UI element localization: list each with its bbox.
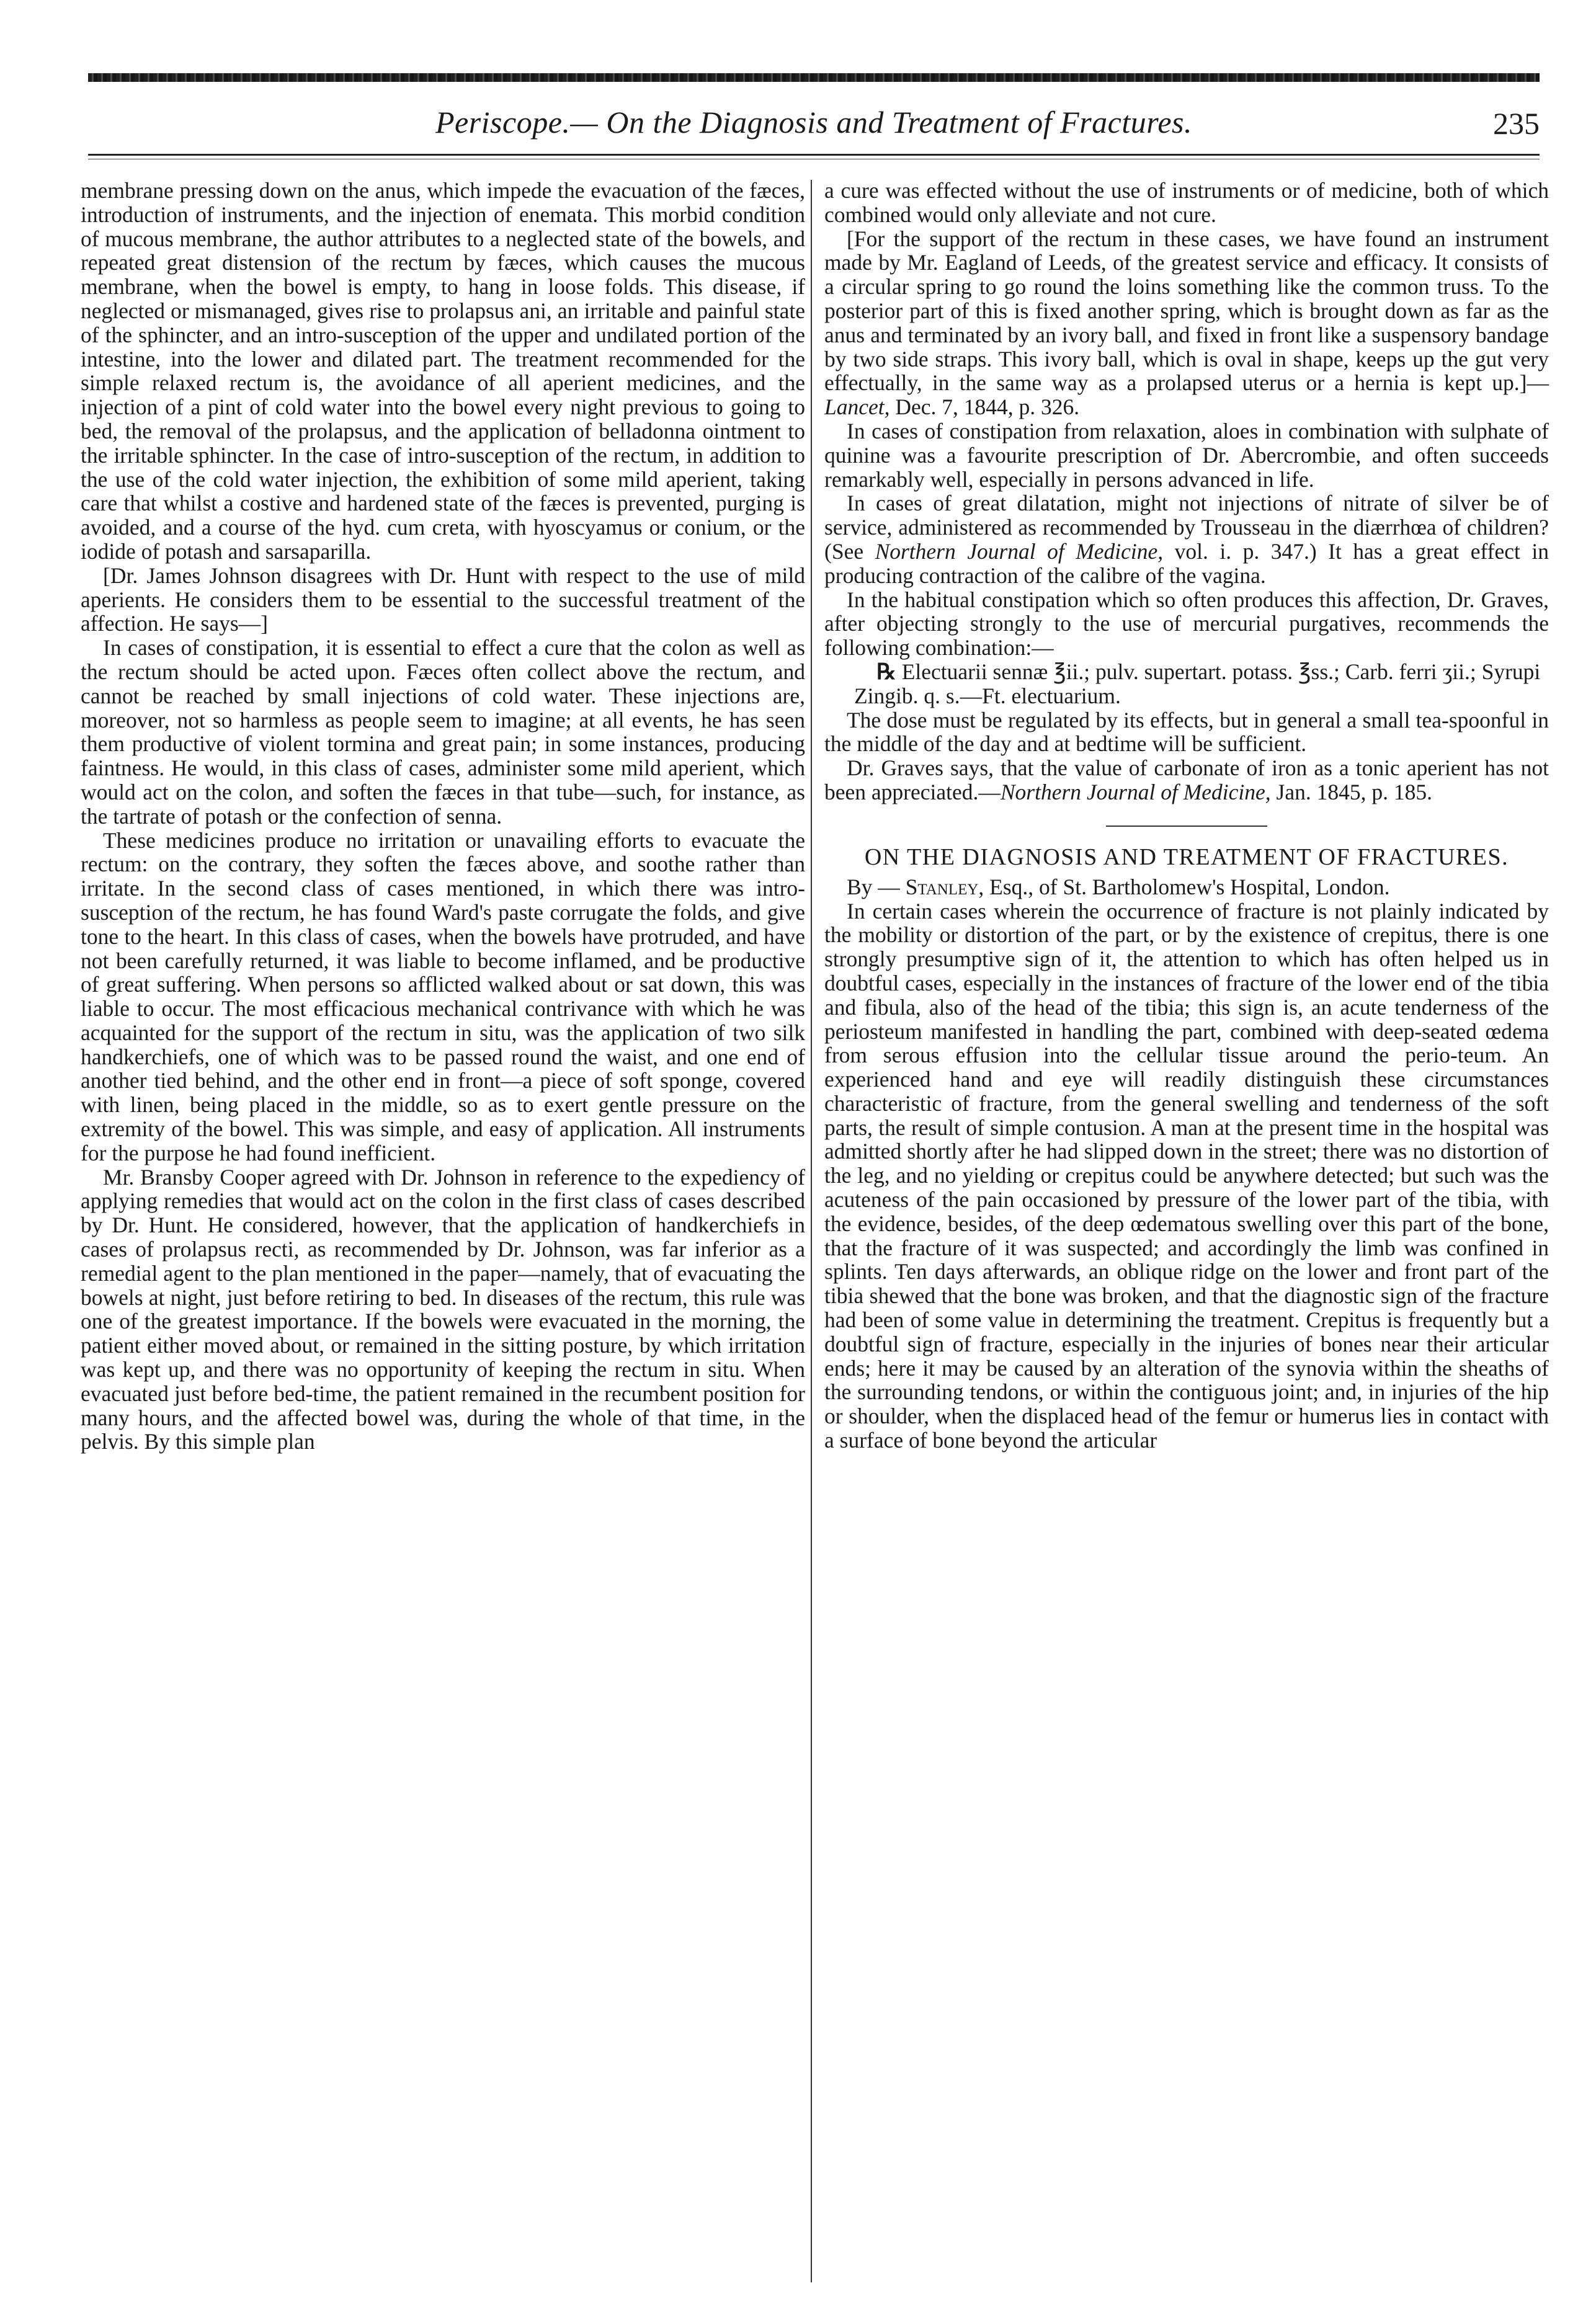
paragraph: In cases of constipation from relaxation, aloes in combination with sulphate of quinine was a favourite prescription of Dr. Abercrombie, and often succeeds remarkably well, especially in persons advanced in life. <box>824 418 1549 492</box>
header-rule <box>88 154 1540 156</box>
right-column <box>824 179 1549 1453</box>
paragraph-text: Dr. Graves says, that the value of carbonate of iron as a tonic aperient has not been appreciated.— <box>824 755 1549 804</box>
section-divider <box>1106 826 1267 827</box>
paragraph: The dose must be regulated by its effects, but in general a small tea-spoonful in the middle of the day and at bedtime will be sufficient. <box>824 707 1549 757</box>
source-citation: Northern Journal of Medicine, <box>875 538 1164 564</box>
byline-prefix: By — <box>847 874 906 899</box>
paragraph: In the habitual constipation which so often produces this affection, Dr. Graves, after objecting strongly to the use of mercurial purgatives, recommends the following combination:— <box>824 587 1549 661</box>
top-ornamental-rule <box>88 73 1540 82</box>
page-number: 235 <box>1493 106 1540 141</box>
paragraph-text: In cases of great dilatation, might not injections of nitrate of silver be of service, administered as recommended by Trousseau in the diærrhœa of children? (See <box>824 491 1549 564</box>
paragraph: membrane pressing down on the anus, which impede the evacuation of the fæces, introduction of instruments, and the injection of enemata. This morbid condition of mucous membrane, the author attributes to a neglected state of the bowels, and repeated great distension of the rectum by fæces, which causes the mucous membrane, when the bowel is empty, to hang in loose folds. This disease, if neglected or mismanaged, gives rise to prolapsus ani, an irritable and painful state of the sphincter, and an intro-susception of the upper and undilated portion of the intestine, into the lower and dilated part. The treatment recommended for the simple relaxed rectum is, the avoidance of all aperient medicines, and the injection of a pint of cold water into the bowel every night previous to going to bed, the removal of the prolapsus, and the application of belladonna ointment to the irritable sphincter. In the case of intro-susception of the rectum, in addition to the use of the cold water injection, the exhibition of some mild aperient, taking care that whilst a costive and hardened state of the fæces is prevented, purging is avoided, and a course of the hyd. cum creta, with hyoscyamus or conium, or the iodide of potash and sarsaparilla. <box>81 178 805 564</box>
paragraph <box>824 756 1549 804</box>
citation-details: Jan. 1845, p. 185. <box>1270 779 1432 804</box>
recipe-symbol-icon: ℞ <box>876 659 896 684</box>
paragraph <box>824 491 1549 587</box>
paragraph: In certain cases wherein the occurrence of fracture is not plainly indicated by the mobility or distortion of the part, or by the existence of crepitus, there is one strongly presumptive sign of it, the attention to which has often helped us in doubtful cases, especially in the instances of fracture of the lower end of the tibia and fibula, also of the head of the tibia; this sign is, an acute tenderness of the periosteum manifested in handling the part, combined with deep-seated œdema from serous effusion into the cellular tissue around the perio-teum. An experienced hand and eye will readily distinguish these circumstances characteristic of fracture, from the general swelling and tenderness of the soft parts, the result of simple contusion. A man at the present time in the hospital was admitted shortly after he had slipped down in the street; there was no distortion of the leg, and no yielding or crepitus could be anywhere detected; but such was the acuteness of the pain occasioned by pressure of the lower part of the tibia, with the evidence, besides, of the deep œdematous swelling over this part of the bone, that the fracture of it was suspected; and accordingly the limb was confined in splints. Ten days afterwards, an oblique ridge on the lower and front part of the tibia shewed that the bone was broken, and that the diagnostic sign of the fracture had been of some value in determining the treatment. Crepitus is frequently but a doubtful sign of fracture, especially in the injuries of bones near their articular ends; here it may be caused by an alteration of the synovia within the sheaths of the surrounding tendons, or within the contiguous joint; and, in injuries of the hip or shoulder, when the displaced head of the femur or humerus lies in contact with a surface of bone beyond the articular <box>824 898 1549 1453</box>
paragraph: In cases of constipation, it is essential to effect a cure that the colon as well as the rectum should be acted upon. Fæces often collect above the rectum, and cannot be reached by small injections of cold water. These injections are, moreover, not so harmless as people seem to imagine; at all events, he has seen them productive of violent tormina and great pain; in some instances, producing faintness. He would, in this class of cases, administer some mild aperient, which would act on the colon, and soften the fæces in that tube—such, for instance, as the tartrate of potash or the confection of senna. <box>81 635 805 829</box>
source-citation: Lancet, <box>824 394 890 420</box>
column-divider <box>811 180 812 2282</box>
formula-text: Electuarii sennæ ℥ii.; pulv. supertart. potass. ℥ss.; Carb. ferri ʒii.; Syrupi Zingib. q. s.—Ft. electuarium. <box>854 659 1541 708</box>
paragraph: These medicines produce no irritation or unavailing efforts to evacuate the rectum: on the contrary, they soften the fæces above, and soothe rather than irritate. In the second class of cases mentioned, in which there was intro-susception of the rectum, he has found Ward's paste corrugate the folds, and give tone to the heart. In this class of cases, when the bowels have protruded, and have not been carefully returned, it was liable to become inflamed, and be productive of great suffering. When persons so afflicted walked about or sat down, this was liable to occur. The most efficacious mechanical contrivance with which he was acquainted for the support of the rectum in situ, was the application of two silk handkerchiefs, one of which was to be passed round the waist, and one end of another tied behind, and the other end in front—a piece of soft sponge, covered with linen, being placed in the middle, so as to exert gentle pressure on the extremity of the bowel. This was simple, and easy of application. All instruments for the purpose he had found inefficient. <box>81 827 805 1165</box>
page-header <box>88 104 1540 149</box>
citation-details: Dec. 7, 1844, p. 326. <box>889 394 1080 420</box>
paragraph: a cure was effected without the use of instruments or of medicine, both of which combined would only alleviate and not cure. <box>824 178 1549 227</box>
author-affiliation: , Esq., of St. Bartholomew's Hospital, London. <box>978 874 1390 899</box>
article-title: ON THE DIAGNOSIS AND TREATMENT OF FRACTURES. <box>864 843 1509 870</box>
byline <box>824 875 1549 899</box>
prescription-formula <box>824 660 1549 708</box>
citation-details: vol. i. p. 347.) It has a great effect in producing contraction of the calibre of the vagina. <box>824 538 1549 588</box>
source-citation: Northern Journal of Medicine, <box>1000 779 1271 804</box>
paragraph: Mr. Bransby Cooper agreed with Dr. Johnson in reference to the expediency of applying remedies that would act on the colon in the first class of cases described by Dr. Hunt. He considered, however, that the application of handkerchiefs in cases of prolapsus recti, as recommended by Dr. Johnson, was far inferior as a remedial agent to the plan mentioned in the paper—namely, that of evacuating the bowels at night, just before retiring to bed. In diseases of the rectum, this rule was one of the greatest importance. If the bowels were evacuated in the morning, the patient either moved about, or remained in the sitting posture, by which irritation was kept up, and there was no opportunity of keeping the rectum in situ. When evacuated just before bed-time, the patient remained in the recumbent position for many hours, and the affected bowel was, during the whole of that time, in the pelvis. By this simple plan <box>81 1164 805 1454</box>
author-name: Stanley <box>905 874 979 899</box>
paragraph-text: [For the support of the rectum in these cases, we have found an instrument made by Mr. Eagland of Leeds, of the greatest service and efficacy. It consists of a circular spring to go round the loins something like the common truss. To the posterior part of this is fixed another spring, which is brought down as far as the anus and terminated by an ivory ball, and fixed in front like a suspensory bandage by two side straps. This ivory ball, which is oval in shape, keeps up the gut very effectually, in the same way as a prolapsed uterus or a hernia is kept up.]— <box>824 226 1549 396</box>
running-title: Periscope.— On the Diagnosis and Treatment of Fractures. <box>435 105 1193 140</box>
paragraph <box>824 227 1549 419</box>
paragraph: [Dr. James Johnson disagrees with Dr. Hunt with respect to the use of mild aperients. He considers them to be essential to the successful treatment of the affection. He says—] <box>81 563 805 636</box>
left-column <box>81 179 805 1454</box>
